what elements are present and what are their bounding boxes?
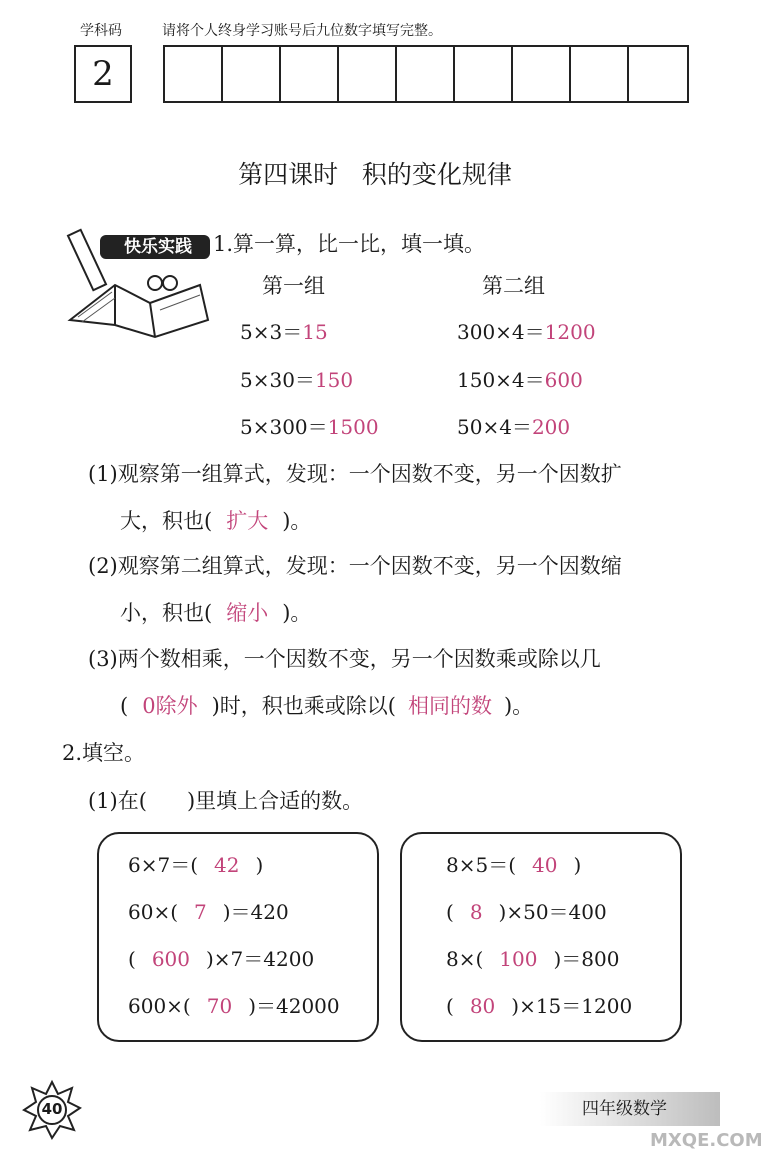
practice-badge: [60, 225, 220, 345]
group2-label: 第二组: [482, 274, 545, 298]
q1-prompt: 1.算一算，比一比，填一填。: [213, 232, 486, 256]
expression: 5×30＝: [240, 368, 315, 392]
lesson-title: 第四课时 积的变化规律: [238, 160, 512, 189]
digit-cell[interactable]: [339, 47, 397, 101]
answer[interactable]: 扩大: [226, 509, 269, 533]
page-number: 40: [41, 1100, 63, 1118]
q1-part3-line2: ( 0除外 )时，积也乘或除以( 相同的数 )。: [120, 694, 534, 718]
fill-row: 6×7＝( 42 ): [128, 853, 264, 877]
answer[interactable]: 100: [499, 947, 538, 971]
expression: 5×300＝: [240, 415, 328, 439]
subject-code-box: 2: [74, 45, 132, 103]
group2-row: [457, 316, 596, 345]
answer[interactable]: 40: [532, 853, 558, 877]
answer[interactable]: 1200: [544, 320, 596, 344]
digit-cell[interactable]: [281, 47, 339, 101]
expression: 300×4＝: [457, 320, 545, 344]
fill-row: ( 600 )×7＝4200: [128, 947, 315, 971]
group1-row: [240, 364, 353, 393]
q1-part2-line1: (2)观察第二组算式，发现：一个因数不变，另一个因数缩: [88, 554, 622, 578]
answer[interactable]: 7: [194, 900, 207, 924]
fill-row: ( 80 )×15＝1200: [446, 994, 633, 1018]
group2-row: [457, 364, 583, 393]
q1-part3-line1: (3)两个数相乘，一个因数不变，另一个因数乘或除以几: [88, 647, 601, 671]
digit-cell[interactable]: [397, 47, 455, 101]
answer[interactable]: 70: [206, 994, 233, 1018]
q2-prompt: 2.填空。: [62, 741, 146, 765]
group1-label: 第一组: [262, 274, 325, 298]
subject-code-label: 学科码: [80, 23, 122, 39]
answer[interactable]: 80: [469, 994, 496, 1018]
q1-part1-line1: (1)观察第一组算式，发现：一个因数不变，另一个因数扩: [88, 462, 622, 486]
answer[interactable]: 缩小: [226, 601, 269, 625]
fill-row: 8×5＝( 40 ): [446, 853, 582, 877]
page-number-badge: [22, 1080, 82, 1140]
answer[interactable]: 15: [302, 320, 328, 344]
account-digit-grid: [163, 45, 689, 103]
answer[interactable]: 1500: [327, 415, 379, 439]
group2-row: [457, 411, 570, 440]
answer[interactable]: 200: [531, 415, 571, 439]
group1-row: [240, 411, 379, 440]
digit-cell[interactable]: [165, 47, 223, 101]
group1-row: [240, 316, 328, 345]
answer[interactable]: 600: [151, 947, 190, 971]
answer[interactable]: 8: [469, 900, 483, 924]
fill-row: 60×( 7 )＝420: [128, 900, 289, 924]
answer[interactable]: 150: [314, 368, 354, 392]
fill-row: 8×( 100 )＝800: [446, 947, 620, 971]
fill-row: ( 8 )×50＝400: [446, 900, 607, 924]
answer[interactable]: 相同的数: [407, 694, 492, 718]
q2-sub1: (1)在( )里填上合适的数。: [88, 789, 364, 813]
expression: 150×4＝: [457, 368, 545, 392]
q1-part2-line2: 小，积也( 缩小 )。: [120, 601, 312, 625]
q1-part1-line2: 大，积也( 扩大 )。: [120, 509, 312, 533]
digit-cell[interactable]: [571, 47, 629, 101]
digit-cell[interactable]: [629, 47, 687, 101]
digit-cell[interactable]: [223, 47, 281, 101]
account-instruction: 请将个人终身学习账号后九位数字填写完整。: [162, 23, 442, 39]
watermark: MXQE.COM: [650, 1130, 763, 1151]
answer[interactable]: 600: [544, 368, 583, 392]
digit-cell[interactable]: [513, 47, 571, 101]
digit-cell[interactable]: [455, 47, 513, 101]
answer[interactable]: 42: [214, 853, 240, 877]
answer[interactable]: 0除外: [142, 694, 198, 718]
expression: 5×3＝: [240, 320, 303, 344]
fill-row: 600×( 70 )＝42000: [128, 994, 340, 1018]
expression: 50×4＝: [457, 415, 532, 439]
book-label: 四年级数学: [540, 1092, 720, 1126]
practice-badge-label: 快乐实践: [124, 237, 192, 257]
